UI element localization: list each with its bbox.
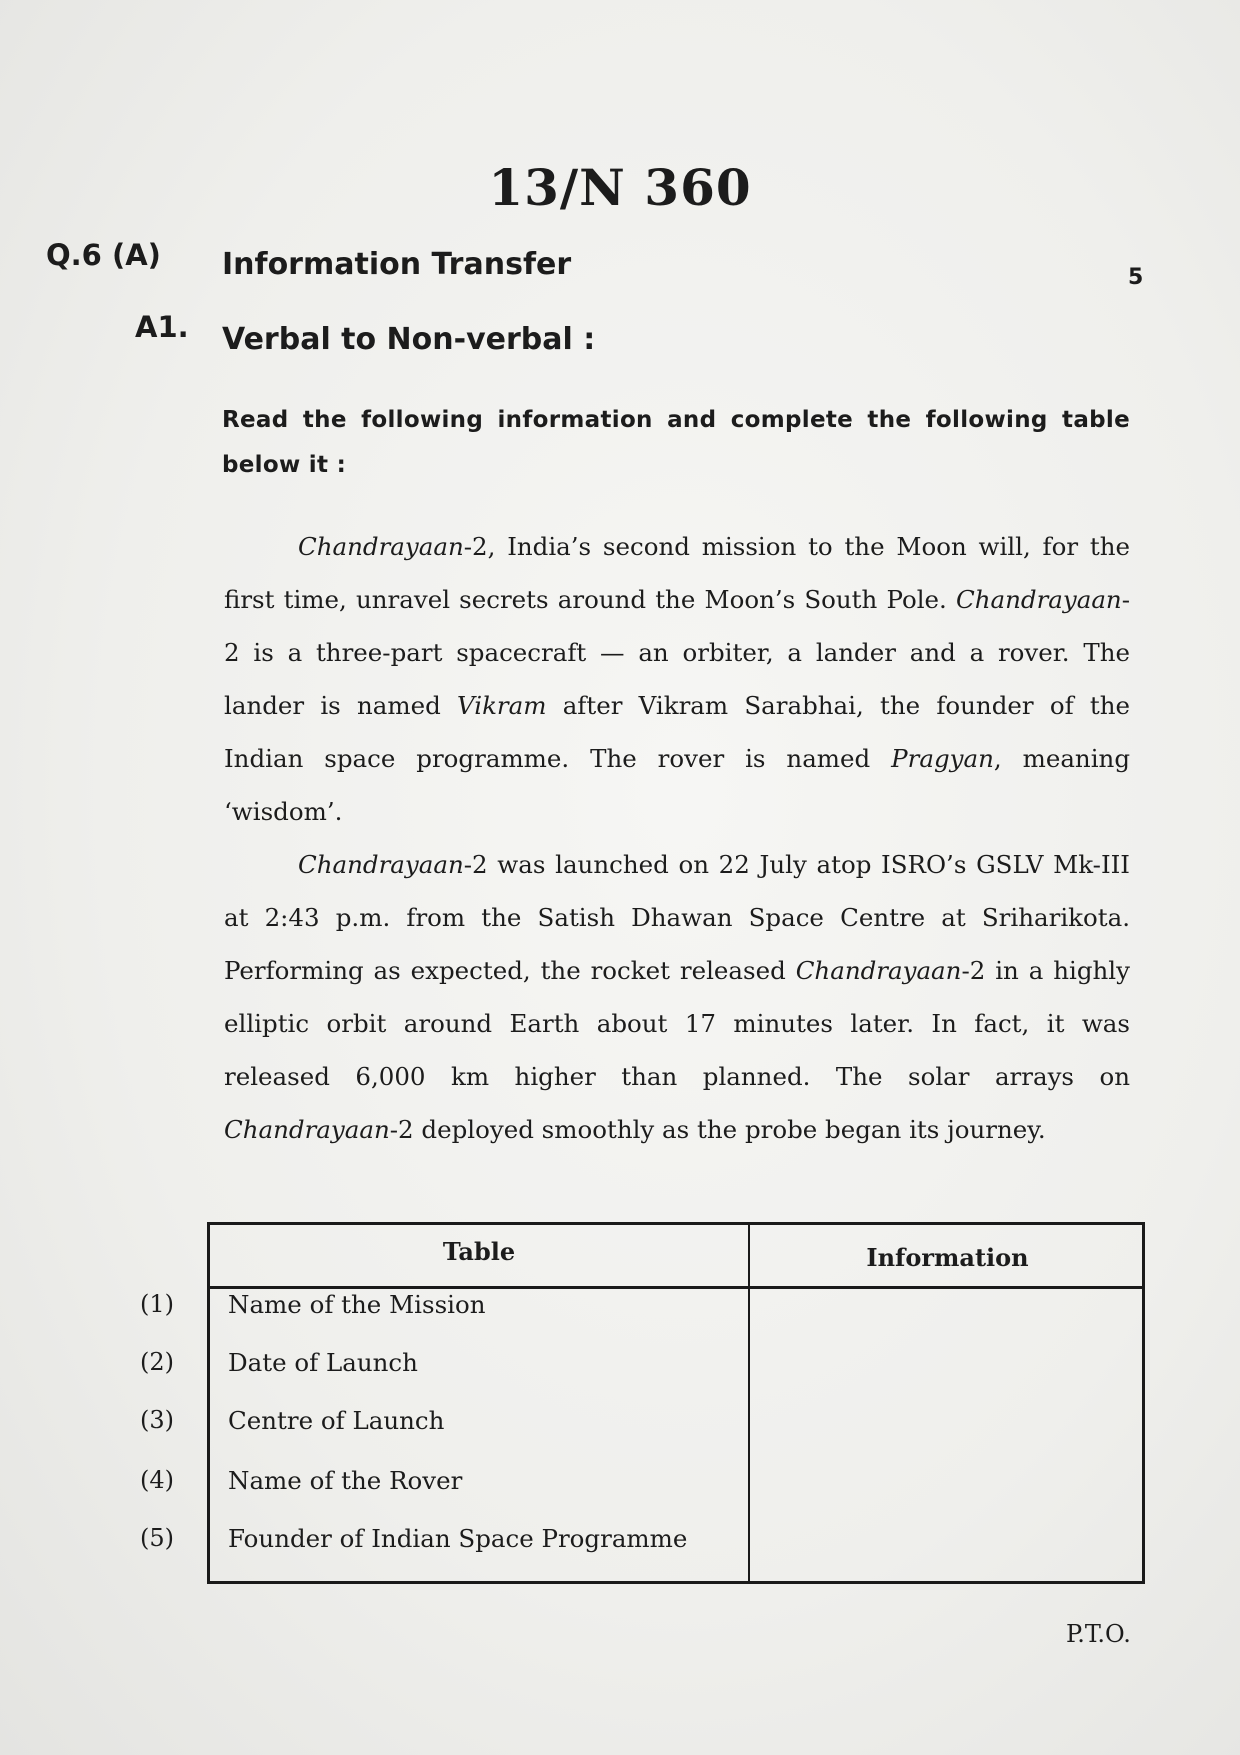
pto-note: P.T.O. xyxy=(1066,1620,1131,1648)
passage-text: after Vikram Sarabhai, the founder of the Indian space programme. The rover is named xyxy=(224,691,1130,773)
question-title: Information Transfer xyxy=(222,247,572,282)
row-label: Date of Launch xyxy=(228,1348,418,1377)
italic-term: Vikram xyxy=(456,691,547,720)
table-header-table: Table xyxy=(442,1237,516,1266)
question-number: Q.6 (A) xyxy=(46,238,161,272)
passage-paragraph-1 xyxy=(224,520,1130,838)
row-number: (2) xyxy=(140,1348,174,1376)
paper-code: 13/N 360 xyxy=(488,158,752,217)
italic-term: Chandrayaan xyxy=(298,532,464,561)
italic-term: Chandrayaan xyxy=(795,956,962,985)
marks: 5 xyxy=(1128,265,1144,290)
instruction-text: Read the following information and complete the following table below it : xyxy=(222,407,1130,478)
italic-term: Pragyan xyxy=(891,744,994,773)
table-header-information: Information xyxy=(866,1243,1029,1272)
passage-text: -2 in a highly elliptic orbit around Earth about 17 minutes later. In fact, it was released 6,000 km higher than planned. The solar arrays on xyxy=(224,956,1130,1091)
passage-text: -2, India’s second mission to the Moon will, for the first time, unravel secrets around the Moon’s South Pole. xyxy=(224,532,1130,614)
subquestion-number: A1. xyxy=(135,310,189,344)
italic-term: Chandrayaan xyxy=(955,585,1122,614)
row-number: (4) xyxy=(140,1466,174,1494)
table-row xyxy=(0,1514,1240,1572)
subquestion-title: Verbal to Non-verbal : xyxy=(222,322,596,357)
italic-term: Chandrayaan xyxy=(298,850,464,879)
passage xyxy=(224,520,1130,1156)
table-row xyxy=(0,1396,1240,1454)
passage-text: -2 deployed smoothly as the probe began its journey. xyxy=(389,1115,1046,1144)
passage-text: -2 was launched on 22 July atop ISRO’s GSLV Mk-III at 2:43 p.m. from the Satish Dhawan Space Centre at Sriharikota. Performing as expected, the rocket released xyxy=(224,850,1130,985)
row-label: Founder of Indian Space Programme xyxy=(228,1524,688,1553)
table-row xyxy=(0,1280,1240,1338)
row-label: Name of the Mission xyxy=(228,1290,486,1319)
passage-text: -2 is a three-part spacecraft — an orbiter, a lander and a rover. The lander is named xyxy=(224,585,1130,720)
row-label: Centre of Launch xyxy=(228,1406,445,1435)
row-number: (5) xyxy=(140,1524,174,1552)
table-row xyxy=(0,1338,1240,1396)
italic-term: Chandrayaan xyxy=(224,1115,390,1144)
row-number: (1) xyxy=(140,1290,174,1318)
passage-text: , meaning ‘wisdom’. xyxy=(224,744,1131,826)
row-number: (3) xyxy=(140,1406,174,1434)
passage-paragraph-2 xyxy=(224,838,1130,1156)
table-row xyxy=(0,1456,1240,1514)
row-label: Name of the Rover xyxy=(228,1466,463,1495)
